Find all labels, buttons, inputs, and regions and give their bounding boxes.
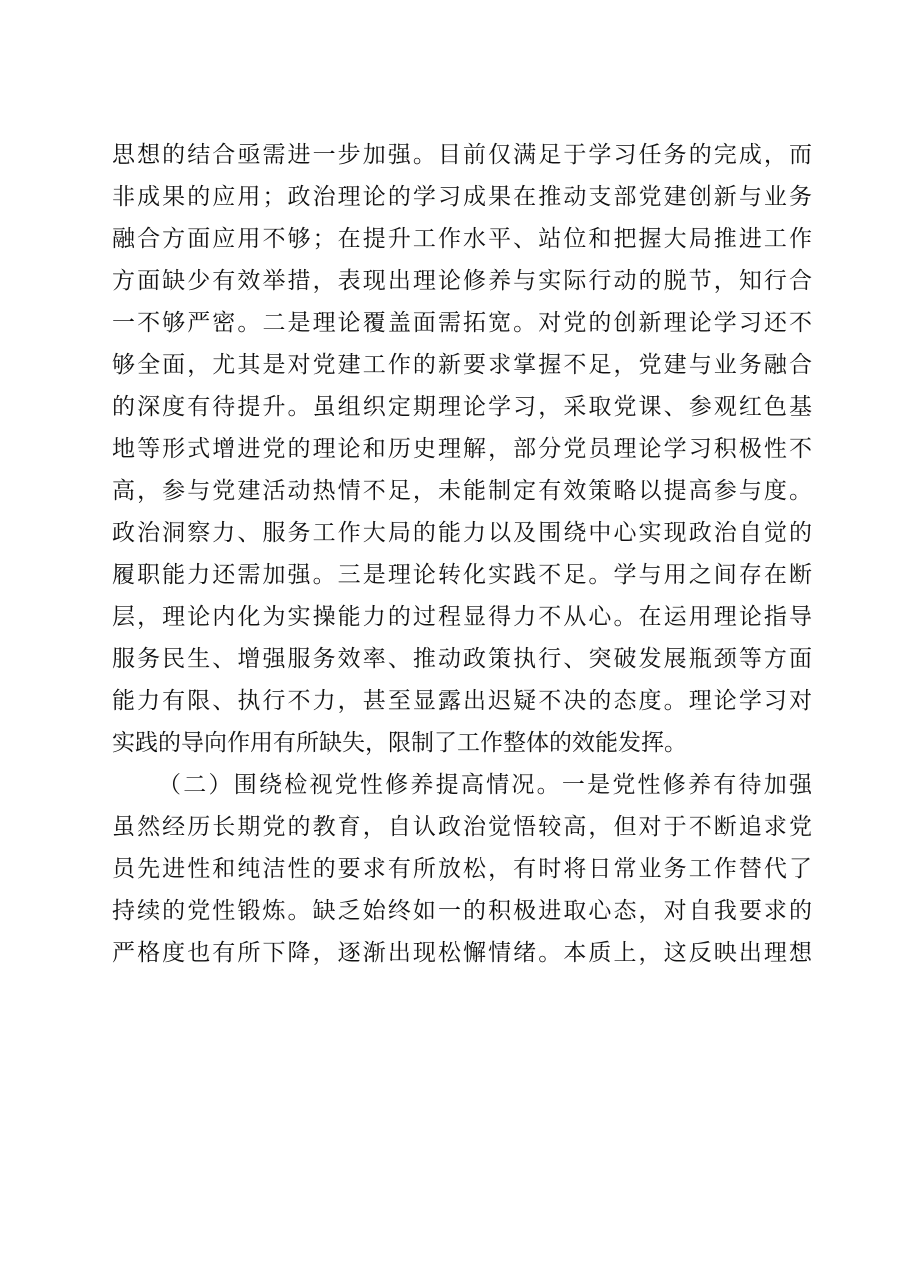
text-line: 政治洞察力、服务工作大局的能力以及围绕中心实现政治自觉的 [112, 520, 812, 546]
document-body [112, 134, 812, 974]
text-line: 严格度也有所下降，逐渐出现松懈情绪。本质上，这反映出理想 [112, 940, 812, 966]
text-line: 一不够严密。二是理论覆盖面需拓宽。对党的创新理论学习还不 [112, 310, 812, 336]
paragraph-2 [112, 764, 812, 974]
text-line: 服务民生、增强服务效率、推动政策执行、突破发展瓶颈等方面 [112, 646, 812, 672]
text-line: 思想的结合亟需进一步加强。目前仅满足于学习任务的完成，而 [112, 142, 812, 168]
paragraph-1 [112, 134, 812, 764]
text-line: 的深度有待提升。虽组织定期理论学习，采取党课、参观红色基 [112, 394, 812, 420]
text-line: 能力有限、执行不力，甚至显露出迟疑不决的态度。理论学习对 [112, 688, 812, 714]
text-line: 地等形式增进党的理论和历史理解，部分党员理论学习积极性不 [112, 436, 812, 462]
text-line: 持续的党性锻炼。缺乏始终如一的积极进取心态，对自我要求的 [112, 898, 812, 924]
text-line: 够全面，尤其是对党建工作的新要求掌握不足，党建与业务融合 [112, 352, 812, 378]
section-heading-line: （二）围绕检视党性修养提高情况。一是党性修养有待加强 [158, 772, 812, 798]
text-line: 虽然经历长期党的教育，自认政治觉悟较高，但对于不断追求党 [112, 814, 812, 840]
text-line: 层，理论内化为实操能力的过程显得力不从心。在运用理论指导 [112, 604, 812, 630]
text-line: 非成果的应用；政治理论的学习成果在推动支部党建创新与业务 [112, 184, 812, 210]
text-line: 高，参与党建活动热情不足，未能制定有效策略以提高参与度。 [112, 478, 812, 504]
text-line: 员先进性和纯洁性的要求有所放松，有时将日常业务工作替代了 [112, 856, 812, 882]
text-line: 融合方面应用不够；在提升工作水平、站位和把握大局推进工作 [112, 226, 812, 252]
text-line: 履职能力还需加强。三是理论转化实践不足。学与用之间存在断 [112, 562, 812, 588]
text-line: 实践的导向作用有所缺失，限制了工作整体的效能发挥。 [112, 730, 687, 756]
text-line: 方面缺少有效举措，表现出理论修养与实际行动的脱节，知行合 [112, 268, 812, 294]
